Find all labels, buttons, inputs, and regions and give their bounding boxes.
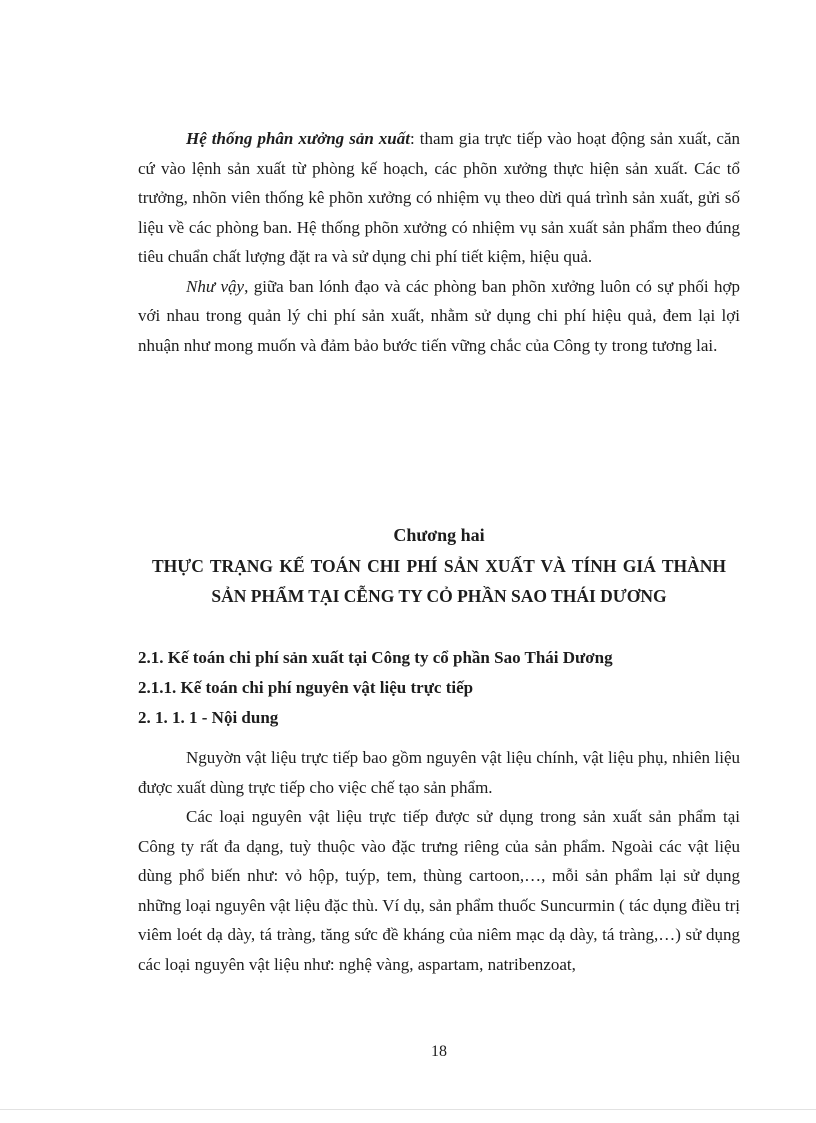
page-bottom-divider xyxy=(0,1109,816,1110)
page-number: 18 xyxy=(431,1043,447,1060)
section-headings-block xyxy=(138,643,740,733)
heading-2-1-1: 2.1.1. Kế toán chi phí nguyên vật liệu trực tiếp xyxy=(138,678,474,697)
heading-2-1: 2.1. Kế toán chi phí sản xuất tại Công ty cổ phần Sao Thái Dương xyxy=(138,648,613,667)
paragraph-lead-italic: Như vậy xyxy=(186,276,245,296)
paragraph-summary xyxy=(138,272,740,361)
chapter-title-line-2: SẢN PHẨM TẠI CỄNG TY CỎ PHẦN SAO THÁI DƯƠNG xyxy=(211,586,667,606)
paragraph-lead-bold-italic: Hệ thống phân xưởng sản xuất xyxy=(186,129,410,148)
paragraph-production-workshop-system xyxy=(138,124,740,272)
paragraph-materials-definition: Nguyờn vật liệu trực tiếp bao gồm nguyên vật liệu chính, vật liệu phụ, nhiên liệu được xuất dùng trực tiếp cho việc chế tạo sản phẩm. xyxy=(138,748,740,797)
paragraph-body-text: : tham gia trực tiếp vào hoạt động sản xuất, căn cứ vào lệnh sản xuất từ phòng kế hoạch, các phõn xưởng thực hiện sản xuất. Các tổ trưởng, nhõn viên thống kê phõn xưởng có nhiệm vụ theo dừi quá trình sản xuất, gửi số liệu về các phòng ban. Hệ thống phõn xưởng có nhiệm vụ sản xuất sản phẩm theo đúng tiêu chuẩn chất lượng đặt ra và sử dụng chi phí tiết kiệm, hiệu quả. xyxy=(138,129,740,266)
chapter-title-line-1: THỰC TRẠNG KẾ TOÁN CHI PHÍ SẢN XUẤT VÀ TÍNH GIÁ THÀNH xyxy=(152,556,726,576)
chapter-heading-block xyxy=(138,520,740,611)
chapter-label: Chương hai xyxy=(393,525,485,545)
paragraph-body-text: , giữa ban lónh đạo và các phòng ban phõn xưởng luôn có sự phối hợp với nhau trong quản lý chi phí sản xuất, nhằm sử dụng chi phí hiệu quả, đem lại lợi nhuận như mong muốn và đảm bảo bước tiến vững chắc của Công ty trong tương lai. xyxy=(138,276,740,355)
heading-2-1-1-1: 2. 1. 1. 1 - Nội dung xyxy=(138,708,279,727)
paragraph-materials-examples: Các loại nguyên vật liệu trực tiếp được sử dụng trong sản xuất sản phẩm tại Công ty rất đa dạng, tuỳ thuộc vào đặc trưng riêng của sản phẩm. Ngoài các vật liệu dùng phổ biến như: vỏ hộp, tuýp, tem, thùng cartoon,…, mỗi sản phẩm lại sử dụng những loại nguyên vật liệu đặc thù. Ví dụ, sản phẩm thuốc Suncurmin ( tác dụng điều trị viêm loét dạ dày, tá tràng, tăng sức đề kháng của niêm mạc dạ dày, tá tràng,…) sử dụng các loại nguyên vật liệu như: nghệ vàng, aspartam, natribenzoat, xyxy=(138,807,740,974)
